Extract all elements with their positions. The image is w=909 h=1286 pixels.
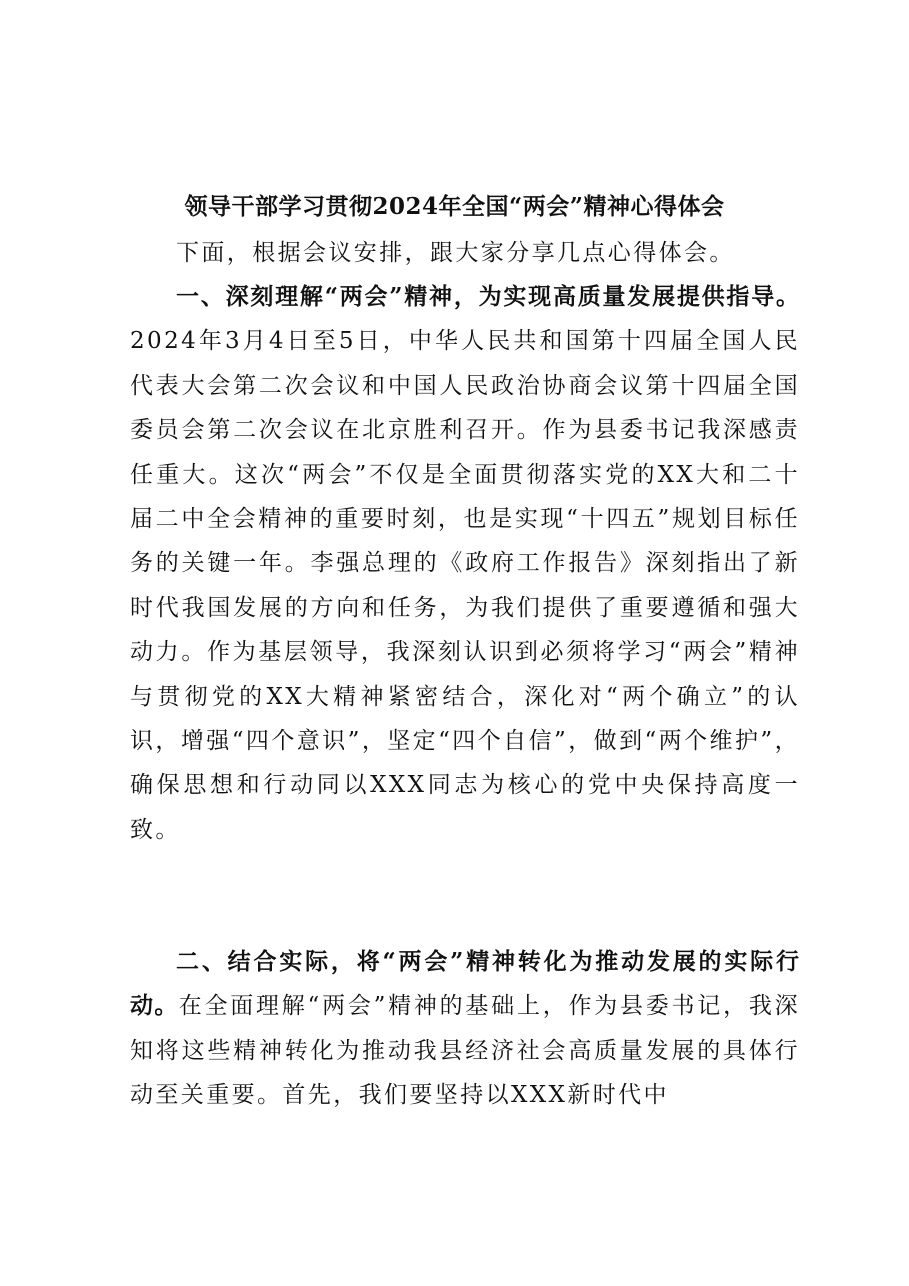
document-title: 领导干部学习贯彻2024年全国“两会”精神心得体会 bbox=[184, 193, 725, 220]
section-1-heading: 一、深刻理解“两会”精神，为实现高质量发展提供指导。 bbox=[176, 283, 800, 310]
section-1-paragraph bbox=[130, 275, 800, 852]
section-1-body: 2024年3月4日至5日，中华人民共和国第十四届全国人民代表大会第二次会议和中国人民政治协商会议第十四届全国委员会第二次会议在北京胜利召开。作为县委书记我深感责任重大。这次“两会”不仅是全面贯彻落实党的XX大和二十届二中全会精神的重要时刻，也是实现“十四五”规划目标任务的关键一年。李强总理的《政府工作报告》深刻指出了新时代我国发展的方向和任务，为我们提供了重要遵循和强大动力。作为基层领导，我深刻认识到必须将学习“两会”精神与贯彻党的XX大精神紧密结合，深化对“两个确立”的认识，增强“四个意识”，坚定“四个自信”，做到“两个维护”，确保思想和行动同以XXX同志为核心的党中央保持高度一致。 bbox=[130, 328, 800, 843]
section-2-heading: 二、结合实际，将“两会”精神转化为推动发展的实际行动。 bbox=[130, 948, 800, 1020]
section-2-paragraph bbox=[130, 940, 800, 1118]
section-2-body: 在全面理解“两会”精神的基础上，作为县委书记，我深知将这些精神转化为推动我县经济社会高质量发展的具体行动至关重要。首先，我们要坚持以XXX新时代中 bbox=[130, 993, 800, 1109]
intro-paragraph: 下面，根据会议安排，跟大家分享几点心得体会。 bbox=[176, 240, 735, 266]
